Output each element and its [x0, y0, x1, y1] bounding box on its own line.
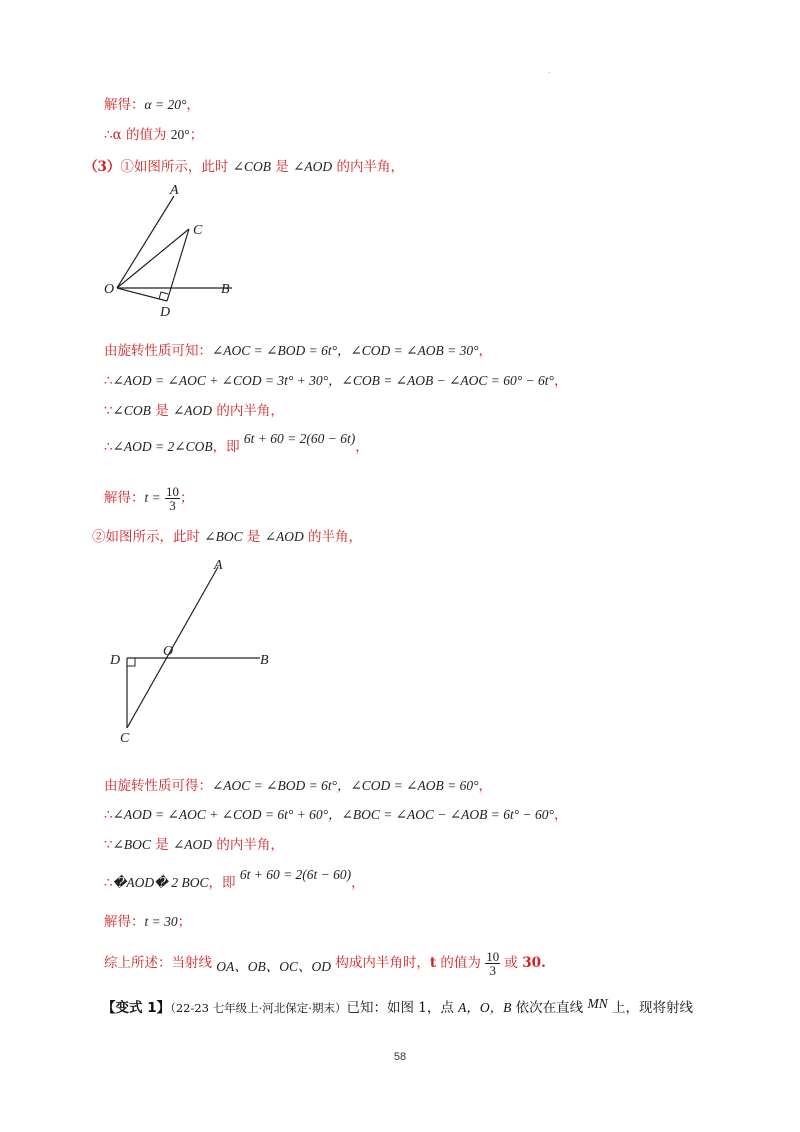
figure-2 — [100, 555, 290, 750]
summary-line — [104, 948, 546, 978]
text: 是 — [150, 403, 173, 419]
case1-line1 — [104, 342, 492, 360]
answer-30: 30. — [522, 955, 546, 971]
solve-label: 解得： — [104, 490, 145, 506]
solution-alpha-line — [104, 96, 200, 114]
angle-aod: ∠AOD — [264, 529, 304, 544]
label-d: D — [110, 653, 121, 668]
because-symbol: ∵ — [104, 837, 113, 853]
line-mn: MN — [587, 996, 608, 1011]
intro-text: ②如图所示，此时 — [92, 529, 205, 545]
case1-intro — [84, 158, 404, 176]
summary-text: 综上所述：当射线 — [104, 955, 217, 971]
variant-source: （22-23 七年级上·河北保定·期末） — [170, 1001, 347, 1015]
label-o: O — [163, 644, 174, 659]
text: 是 — [150, 837, 173, 853]
fraction-10-3 — [485, 950, 500, 977]
case2-linear-equation: 6t + 60 = 2(6t − 60) — [239, 867, 352, 882]
solve-label: 解得： — [104, 97, 145, 113]
variant-text: 已知：如图 1，点 — [346, 1000, 459, 1016]
punct: ， — [355, 439, 369, 455]
t-equals-30: t = 30 — [144, 914, 178, 929]
part3-label: （3） — [84, 159, 121, 175]
text: ，即 — [212, 439, 244, 455]
case1-equation2: ∠AOD = ∠AOC + ∠COD = 3t° + 30°，∠COB = ∠AOB − ∠AOC = 60° − 6t° — [112, 373, 554, 388]
label-b: B — [260, 653, 269, 668]
page-number: 58 — [393, 1051, 407, 1063]
variant-text: 依次在直线 — [511, 1000, 588, 1016]
rotation-label: 由旋转性质可知： — [104, 343, 212, 359]
case2-equation4: �AOD� 2 BOC — [112, 875, 209, 890]
variant-tag: 【变式 1】 — [102, 1000, 171, 1016]
points-list: A，O，B — [458, 1000, 512, 1015]
punct: ， — [478, 778, 492, 794]
therefore-symbol: ∴ — [104, 875, 113, 891]
angle-aod: ∠AOD — [293, 159, 333, 174]
case2-equation1: ∠AOC = ∠BOD = 6t°，∠COD = ∠AOB = 60° — [212, 778, 479, 793]
because-symbol: ∵ — [104, 403, 113, 419]
intro-text: 的半角， — [303, 529, 363, 545]
case2-line3 — [104, 836, 284, 854]
rotation-label: 由旋转性质可得： — [104, 778, 212, 794]
summary-text: 的值为 — [436, 955, 486, 971]
angle-cob: ∠COB — [112, 403, 151, 418]
case2-equation2: ∠AOD = ∠AOC + ∠COD = 6t° + 60°，∠BOC = ∠AOC − ∠AOB = 6t° − 60° — [112, 807, 554, 822]
denominator: 3 — [169, 498, 176, 513]
therefore-symbol: ∴ — [104, 373, 113, 389]
summary-text: 或 — [500, 955, 523, 971]
intro-text: 的内半角， — [332, 159, 404, 175]
angle-boc: ∠BOC — [204, 529, 243, 544]
alpha-value-line — [104, 126, 203, 144]
case1-equation1: ∠AOC = ∠BOD = 6t°，∠COD = ∠AOB = 30° — [212, 343, 479, 358]
angle-cob: ∠COB — [232, 159, 272, 174]
case2-intro — [92, 528, 362, 546]
label-a: A — [170, 183, 179, 198]
label-c: C — [193, 223, 203, 238]
case1-equation4: ∠AOD = 2∠COB — [112, 439, 213, 454]
case2-line2 — [104, 806, 567, 824]
variant-problem — [102, 996, 693, 1016]
numerator: 10 — [166, 484, 180, 499]
solve-label: 解得： — [104, 914, 145, 930]
case2-solution — [104, 913, 191, 931]
figure-1 — [100, 182, 250, 322]
t-equals: t = — [144, 490, 161, 505]
label-b: B — [221, 282, 230, 297]
angle-aod: ∠AOD — [173, 403, 213, 418]
case1-solution — [104, 484, 194, 512]
punct: ； — [177, 914, 192, 930]
intro-text: 是 — [242, 529, 265, 545]
case1-line2 — [104, 372, 567, 390]
alpha-value: 20° — [170, 127, 190, 142]
label-o: O — [104, 282, 115, 297]
case1-line4 — [104, 431, 369, 456]
angle-aod: ∠AOD — [173, 837, 213, 852]
case1-linear-equation: 6t + 60 = 2(60 − 6t) — [243, 431, 356, 446]
therefore-symbol: ∴ — [104, 439, 113, 455]
case1-line3 — [104, 402, 284, 420]
case2-line4 — [104, 867, 365, 892]
punct: ， — [553, 807, 568, 823]
alpha-equation: α = 20° — [144, 97, 187, 112]
therefore-symbol: ∴ — [104, 807, 113, 823]
therefore-alpha: ∴α 的值为 — [104, 127, 171, 143]
case2-line1 — [104, 777, 492, 795]
angle-boc: ∠BOC — [112, 837, 151, 852]
punct: ； — [189, 127, 204, 143]
fraction-10-3 — [165, 485, 180, 512]
variant-text: 上，现将射线 — [607, 1000, 694, 1016]
rays-list: OA、OB、OC、OD — [216, 959, 332, 974]
summary-text: 构成内半角时， — [331, 955, 430, 971]
punct: ， — [553, 373, 568, 389]
punct: ， — [351, 875, 365, 891]
denominator: 3 — [489, 963, 496, 978]
intro-text: ①如图所示，此时 — [120, 159, 233, 175]
label-c: C — [120, 731, 130, 746]
text: 的内半角， — [212, 837, 284, 853]
label-a: A — [214, 558, 223, 573]
intro-text: 是 — [271, 159, 294, 175]
corner-mark: . — [548, 66, 551, 75]
punct: ， — [186, 97, 200, 113]
punct: ； — [180, 490, 194, 506]
text: ，即 — [208, 875, 240, 891]
numerator: 10 — [486, 949, 500, 964]
t-variable: t — [429, 955, 437, 971]
punct: ， — [478, 343, 492, 359]
label-d: D — [160, 305, 171, 320]
text: 的内半角， — [212, 403, 284, 419]
